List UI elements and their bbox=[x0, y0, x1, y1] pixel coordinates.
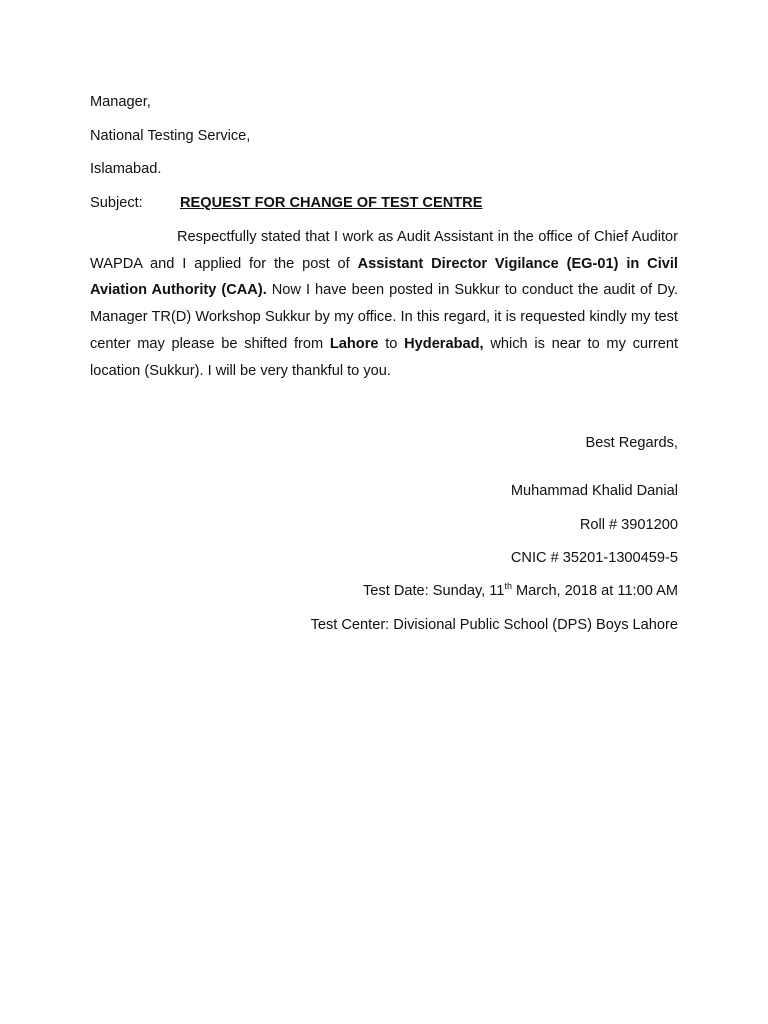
post-applied: Assistant Director Vigilance (EG-01) in Civil Aviation Authority (CAA). bbox=[90, 255, 678, 299]
sender-name: Muhammad Khalid Danial bbox=[510, 483, 678, 499]
closing-regards: Best Regards, bbox=[585, 435, 678, 451]
test-date-ordinal: th bbox=[504, 581, 512, 592]
body-text-part-3: to bbox=[378, 335, 405, 352]
test-date-suffix: March, 2018 at 11:00 AM bbox=[511, 583, 678, 599]
recipient-organization: National Testing Service, bbox=[90, 128, 251, 144]
test-date-prefix: Test Date: Sunday, 11 bbox=[363, 583, 505, 599]
letter-body bbox=[90, 224, 678, 384]
body-text-part-1: Respectfully stated that I work as Audit Assistant in the office of Chief Auditor WAPDA and I applied for the post of bbox=[90, 229, 678, 272]
subject-title: REQUEST FOR CHANGE OF TEST CENTRE bbox=[180, 195, 483, 211]
subject-row bbox=[90, 193, 482, 213]
body-text-part-4: which is near to my current location (Sukkur). I will be very thankful to you. bbox=[90, 335, 679, 379]
test-center: Test Center: Divisional Public School (DPS) Boys Lahore bbox=[310, 617, 678, 633]
subject-label: Subject: bbox=[90, 195, 143, 211]
from-city: Lahore bbox=[329, 335, 379, 352]
roll-number: Roll # 3901200 bbox=[579, 517, 678, 533]
recipient-city: Islamabad. bbox=[90, 161, 162, 177]
recipient-title: Manager, bbox=[90, 94, 151, 110]
to-city: Hyderabad, bbox=[404, 335, 484, 352]
body-text-part-2: Now I have been posted in Sukkur to conduct the audit of Dy. Manager TR(D) Workshop Sukkur by my office. In this regard, it is requested kindly my test center may please be shifted from bbox=[90, 282, 678, 352]
cnic-number: CNIC # 35201-1300459-5 bbox=[510, 550, 678, 566]
test-date bbox=[363, 581, 678, 601]
